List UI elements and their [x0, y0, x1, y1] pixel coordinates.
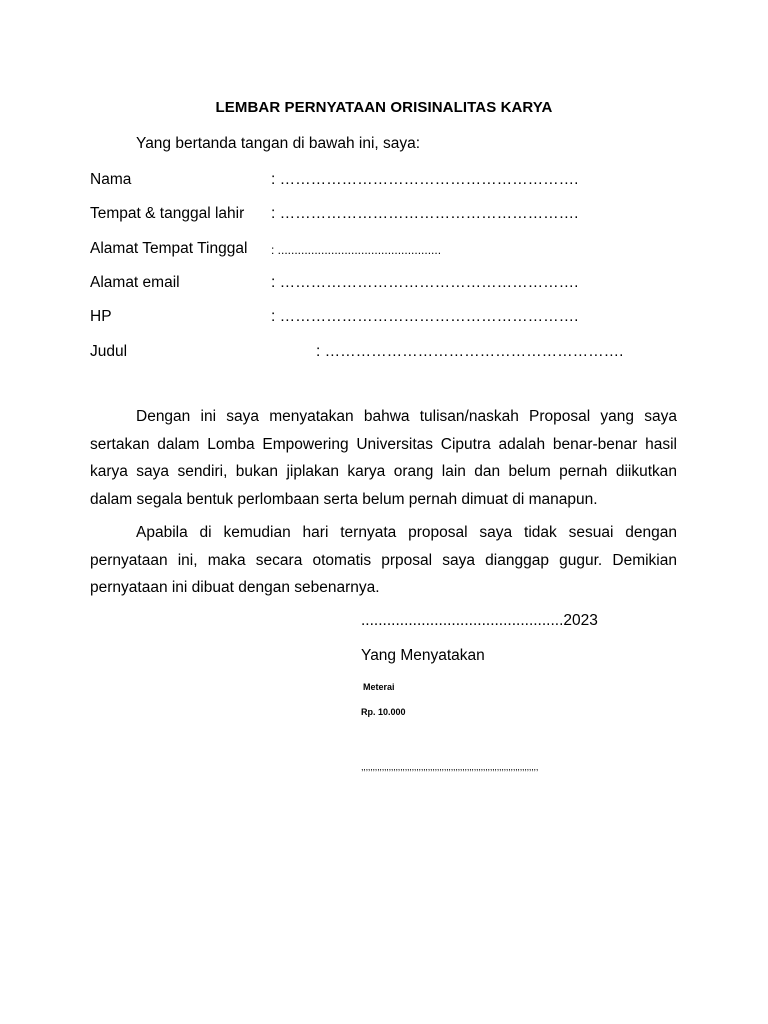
- statement-paragraph-2: [90, 519, 677, 602]
- field-value-tempat-tanggal-lahir: : ………………………………………………….: [271, 205, 579, 222]
- statement-paragraph-1-text: Dengan ini saya menyatakan bahwa tulisan/naskah Proposal yang saya sertakan dalam Lomba Empowering Universitas Ciputra adalah benar-benar hasil karya saya sendiri, bukan jiplakan karya orang lain dan belum pernah diikutkan dalam segala bentuk perlombaan serta belum pernah dimuat di manapun.: [90, 408, 677, 508]
- document-title: LEMBAR PERNYATAAN ORISINALITAS KARYA: [215, 99, 553, 116]
- signature-name-line: ,,,,,,,,,,,,,,,,,,,,,,,,,,,,,,,,,,,,,,,,,,,,,,,,,,,,,,,,,,,,,,,,,,,,,,,,,,,,,: [361, 762, 539, 772]
- field-value-alamat-email: : ………………………………………………….: [271, 274, 579, 291]
- field-label-judul: Judul: [90, 343, 128, 360]
- field-value-judul: : ………………………………………………….: [316, 343, 624, 360]
- statement-paragraph-2-text: Apabila di kemudian hari ternyata proposal saya tidak sesuai dengan pernyataan ini, maka secara otomatis prposal saya dianggap gugur. Demikian pernyataan ini dibuat dengan sebenarnya.: [90, 524, 677, 596]
- statement-paragraph-1: [90, 403, 677, 513]
- field-label-nama: Nama: [90, 171, 132, 188]
- field-value-hp: : ………………………………………………….: [271, 308, 579, 325]
- field-label-alamat-tempat-tinggal: Alamat Tempat Tinggal: [90, 240, 248, 257]
- field-label-tempat-tanggal-lahir: Tempat & tanggal lahir: [90, 205, 245, 222]
- field-value-alamat-tempat-tinggal: : .................................................: [271, 243, 442, 257]
- stamp-label: Meterai: [363, 682, 395, 692]
- signature-declarant: Yang Menyatakan: [361, 647, 485, 664]
- signature-date-line: ...............................................2023: [361, 612, 598, 629]
- intro-text: Yang bertanda tangan di bawah ini, saya:: [136, 135, 421, 152]
- field-label-hp: HP: [90, 308, 112, 325]
- field-value-nama: : ………………………………………………….: [271, 171, 579, 188]
- field-label-alamat-email: Alamat email: [90, 274, 180, 291]
- stamp-value: Rp. 10.000: [361, 707, 406, 717]
